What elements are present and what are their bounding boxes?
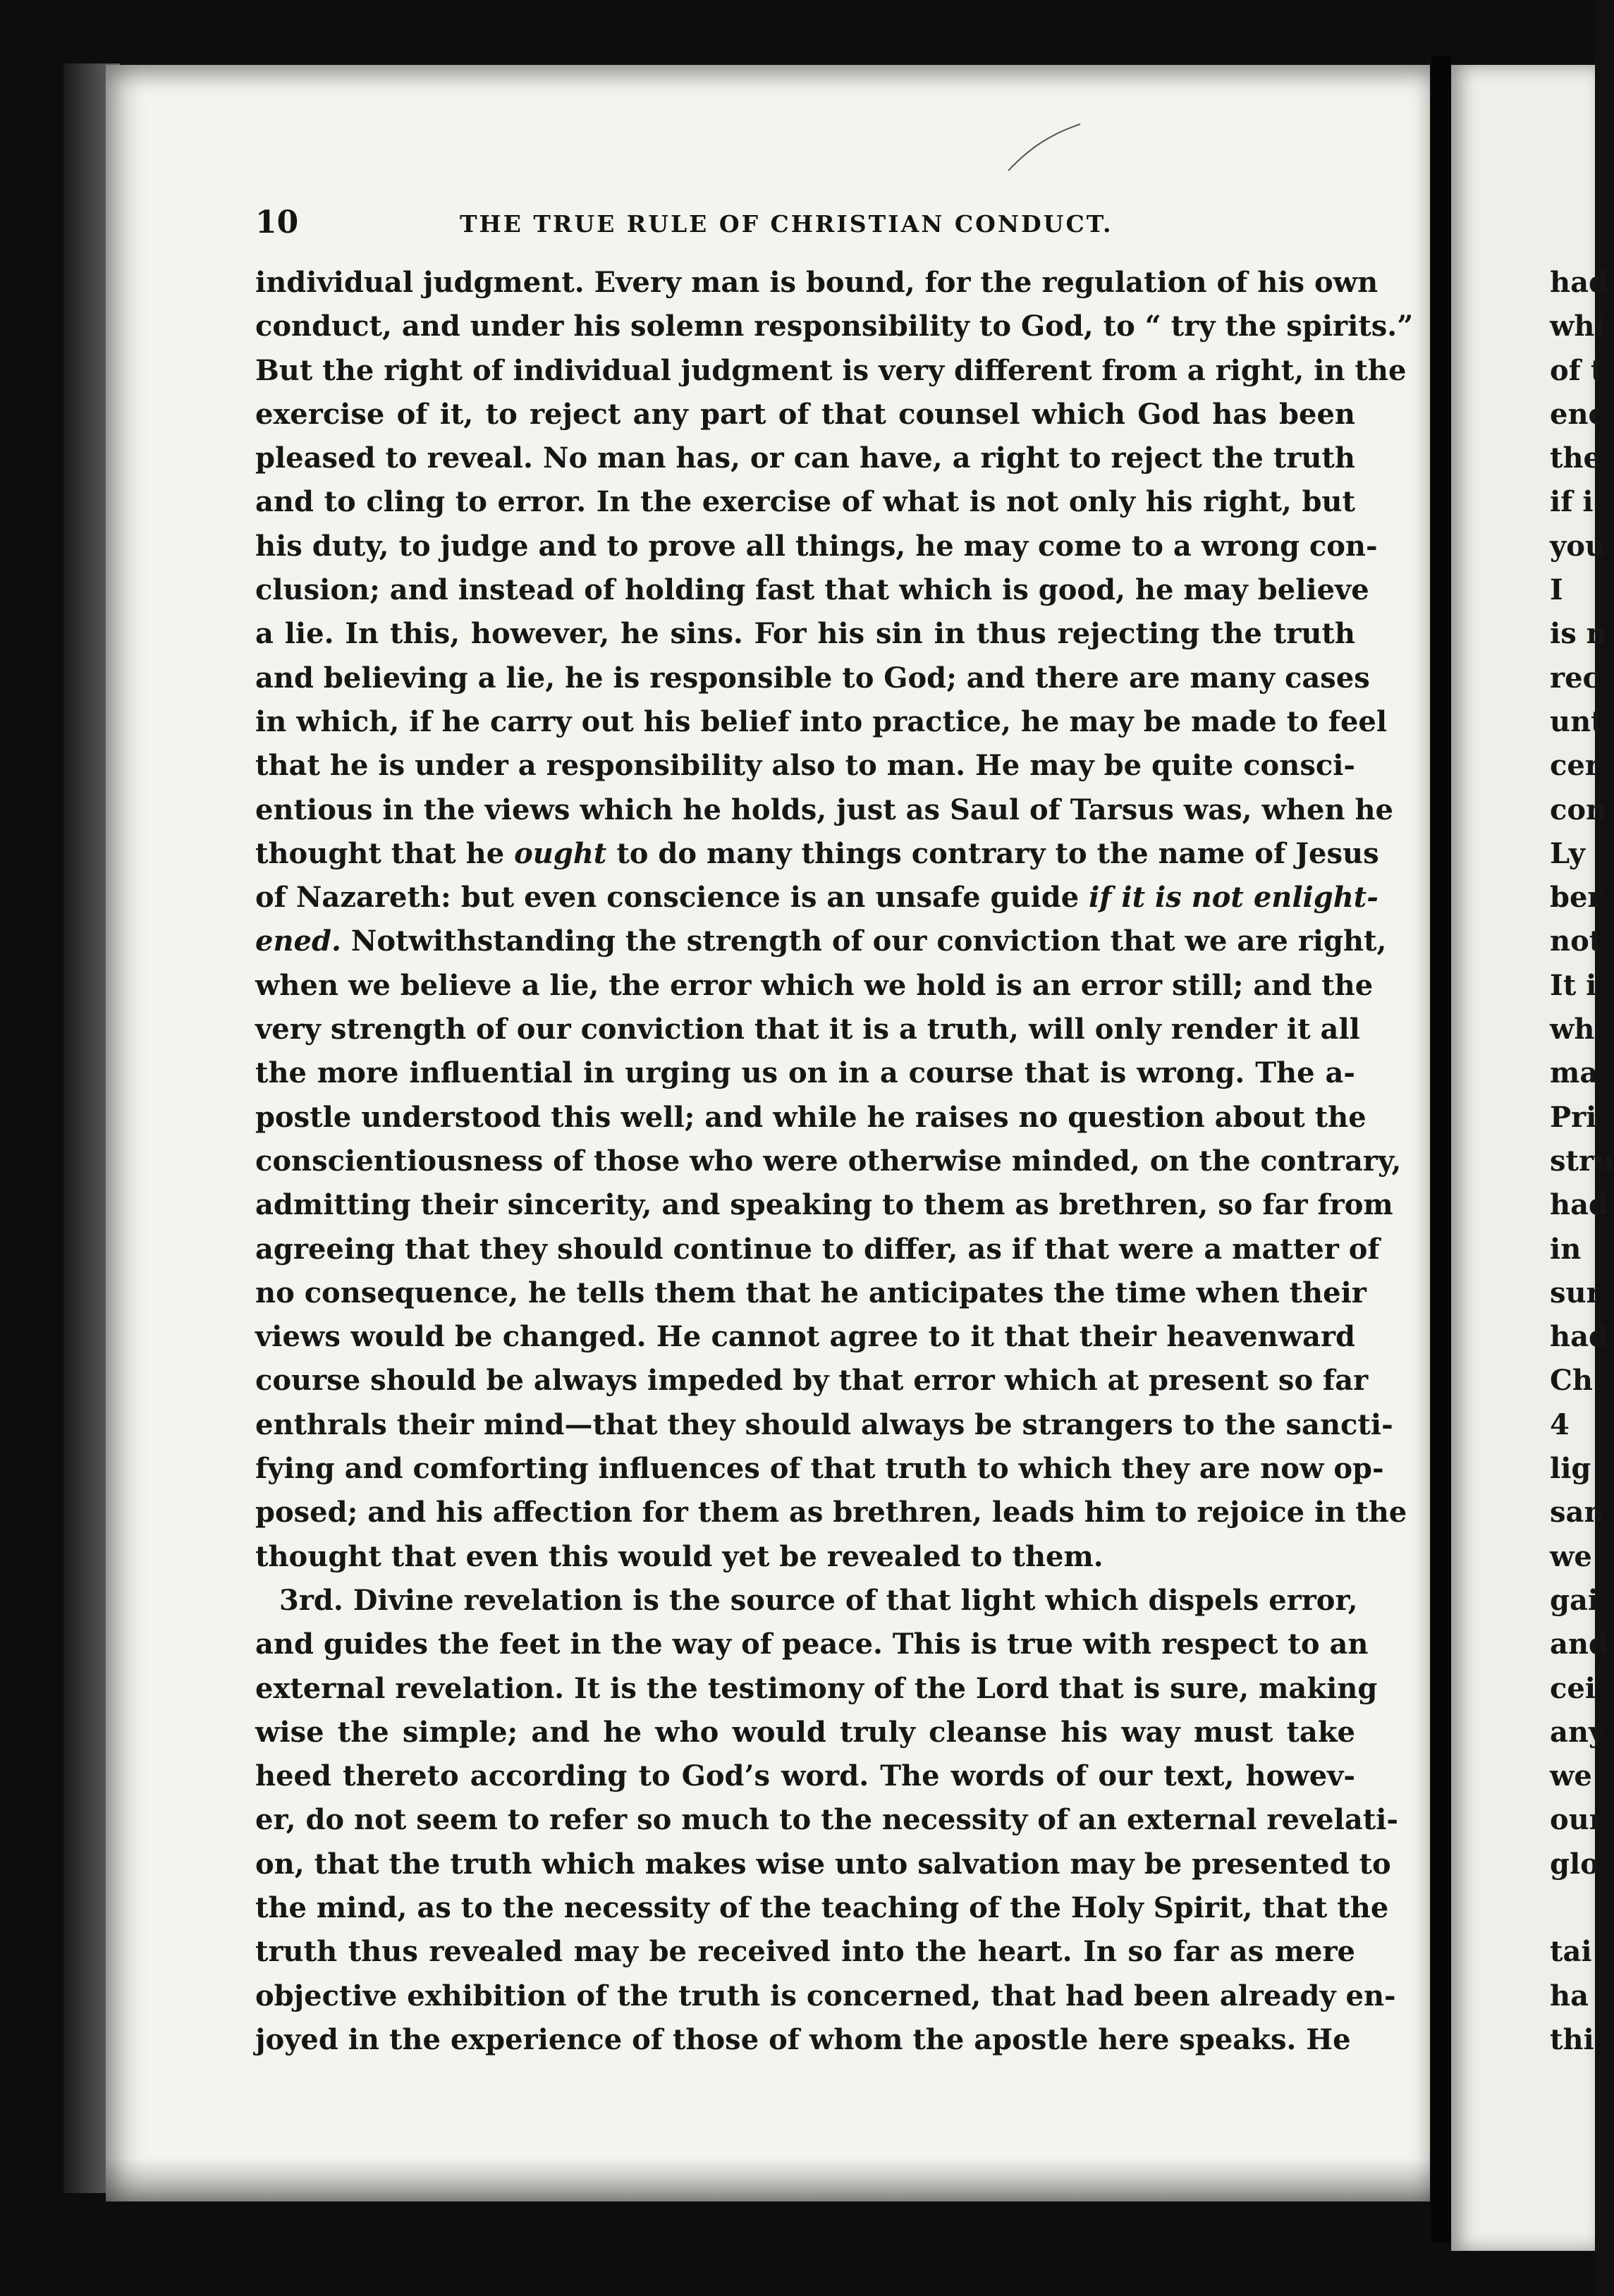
text-line: pleased to reveal. No man has, or can have, a right to reject the truth — [255, 441, 1355, 475]
facing-text-fragment: any — [1550, 1715, 1606, 1749]
facing-text-fragment: ha — [1550, 1979, 1589, 2013]
text-line: external revelation. It is the testimony of the Lord that is sure, making — [255, 1671, 1378, 1705]
facing-text-fragment: unt — [1550, 704, 1604, 738]
facing-text-fragment: had — [1550, 1320, 1608, 1354]
text-line: thought that he ought to do many things contrary to the name of Jesus — [255, 836, 1379, 870]
text-line: But the right of individual judgment is very different from a right, in the — [255, 353, 1407, 387]
text-line: er, do not seem to refer so much to the necessity of an external revelati- — [255, 1803, 1399, 1837]
text-line: joyed in the experience of those of whom the apostle here speaks. He — [255, 2022, 1351, 2056]
text-line: conduct, and under his solemn responsibility to God, to “ try the spirits.” — [255, 310, 1414, 343]
text-line: that he is under a responsibility also to man. He may be quite consci- — [255, 749, 1355, 783]
facing-text-fragment: you — [1550, 529, 1606, 563]
facing-text-fragment: 4 — [1550, 1407, 1570, 1441]
text-line: course should be always impeded by that error which at present so far — [255, 1364, 1369, 1398]
facing-text-fragment: cei — [1550, 1671, 1596, 1705]
facing-text-fragment: I — [1550, 573, 1563, 607]
text-line: and believing a lie, he is responsible to God; and there are many cases — [255, 661, 1370, 695]
facing-text-fragment: Ly — [1550, 836, 1585, 870]
bottom-shadow — [106, 2158, 1430, 2202]
text-line: his duty, to judge and to prove all things, he may come to a wrong con- — [255, 529, 1378, 563]
text-line: very strength of our conviction that it is a truth, will only render it all — [255, 1013, 1360, 1046]
facing-text-fragment: the — [1550, 441, 1602, 475]
facing-text-fragment: wh — [1550, 1013, 1595, 1046]
body-text — [255, 261, 1414, 2062]
running-head: THE TRUE RULE OF CHRISTIAN CONDUCT. — [460, 210, 1113, 238]
facing-text-fragment: lig — [1550, 1452, 1591, 1486]
text-line: agreeing that they should continue to differ, as if that were a matter of — [255, 1232, 1380, 1266]
facing-text-fragment: whi — [1550, 310, 1606, 343]
text-line: a lie. In this, however, he sins. For his sin in thus rejecting the truth — [255, 617, 1355, 651]
facing-text-fragment: ma — [1550, 1056, 1598, 1090]
facing-text-fragment: not — [1550, 924, 1603, 958]
facing-text-fragment: thi — [1550, 2022, 1594, 2056]
text-line: in which, if he carry out his belief into practice, he may be made to feel — [255, 704, 1388, 738]
text-line: conscientiousness of those who were otherwise minded, on the contrary, — [255, 1144, 1402, 1178]
text-line: of Nazareth: but even conscience is an unsafe guide if it is not enlight- — [255, 881, 1378, 915]
text-line: exercise of it, to reject any part of that counsel which God has been — [255, 397, 1355, 431]
text-line: truth thus revealed may be received into the heart. In so far as mere — [255, 1935, 1355, 1969]
text-line: views would be changed. He cannot agree to it that their heavenward — [255, 1320, 1355, 1354]
text-line: on, that the truth which makes wise unto salvation may be presented to — [255, 1847, 1391, 1881]
facing-text-fragment: stru — [1550, 1144, 1614, 1178]
text-line: 3rd. Divine revelation is the source of that light which dispels error, — [279, 1583, 1358, 1617]
text-line: wise the simple; and he who would truly cleanse his way must take — [255, 1715, 1355, 1749]
text-line: and to cling to error. In the exercise of what is not only his right, but — [255, 485, 1355, 519]
text-line: admitting their sincerity, and speaking to them as brethren, so far from — [255, 1188, 1393, 1222]
pencil-mark — [1001, 120, 1086, 176]
text-line: clusion; and instead of holding fast that which is good, he may believe — [255, 573, 1369, 607]
facing-text-fragment: had — [1550, 1188, 1608, 1222]
text-line: thought that even this would yet be revealed to them. — [255, 1539, 1103, 1573]
facing-text-fragment: con — [1550, 793, 1607, 826]
text-line: postle understood this well; and while he raises no question about the — [255, 1100, 1367, 1134]
text-line: entious in the views which he holds, just as Saul of Tarsus was, when he — [255, 793, 1394, 826]
page-header — [255, 200, 1355, 243]
text-line: when we believe a lie, the error which we hold is an error still; and the — [255, 968, 1374, 1002]
facing-text-fragment: rec — [1550, 661, 1600, 695]
text-line: heed thereto according to God’s word. The words of our text, howev- — [255, 1759, 1355, 1793]
facing-text-fragment: if i — [1550, 485, 1594, 519]
text-line: individual judgment. Every man is bound, for the regulation of his own — [255, 266, 1378, 299]
text-line: fying and comforting influences of that truth to which they are now op- — [255, 1452, 1384, 1486]
facing-text-fragment: Ch — [1550, 1364, 1593, 1398]
facing-text-fragment: we — [1550, 1759, 1592, 1793]
text-line: the more influential in urging us on in a course that is wrong. The a- — [255, 1056, 1355, 1090]
facing-text-fragment: enc — [1550, 397, 1606, 431]
facing-text-fragment: gai — [1550, 1583, 1599, 1617]
facing-text-fragment: san — [1550, 1496, 1605, 1529]
facing-text-fragment: cer — [1550, 749, 1600, 783]
facing-page-text — [1550, 261, 1614, 2179]
facing-text-fragment: ber — [1550, 881, 1603, 915]
text-line: the mind, as to the necessity of the teaching of the Holy Spirit, that the — [255, 1891, 1389, 1924]
facing-text-fragment: had — [1550, 266, 1608, 299]
text-line: and guides the feet in the way of peace. This is true with respect to an — [255, 1628, 1369, 1661]
text-line: posed; and his affection for them as brethren, leads him to rejoice in the — [255, 1496, 1407, 1529]
facing-text-fragment: is n — [1550, 617, 1607, 651]
gutter-edge — [1431, 56, 1451, 2242]
text-line: enthrals their mind—that they should always be strangers to the sancti- — [255, 1407, 1393, 1441]
text-line: ened. Notwithstanding the strength of our conviction that we are right, — [255, 924, 1387, 958]
facing-text-fragment: of t — [1550, 353, 1604, 387]
facing-text-fragment: and — [1550, 1628, 1608, 1661]
facing-text-fragment: It i — [1550, 968, 1597, 1002]
facing-text-fragment: tai — [1550, 1935, 1592, 1969]
facing-text-fragment: sur — [1550, 1276, 1601, 1309]
page-number: 10 — [255, 204, 299, 240]
facing-text-fragment: Pri — [1550, 1100, 1597, 1134]
facing-text-fragment: in — [1550, 1232, 1582, 1266]
facing-text-fragment: we — [1550, 1539, 1592, 1573]
text-line: no consequence, he tells them that he anticipates the time when their — [255, 1276, 1367, 1309]
text-line: objective exhibition of the truth is concerned, that had been already en- — [255, 1979, 1396, 2013]
facing-text-fragment: our — [1550, 1803, 1604, 1837]
facing-text-fragment: glo — [1550, 1847, 1599, 1881]
facing-text-fragment — [1550, 1886, 1599, 1930]
